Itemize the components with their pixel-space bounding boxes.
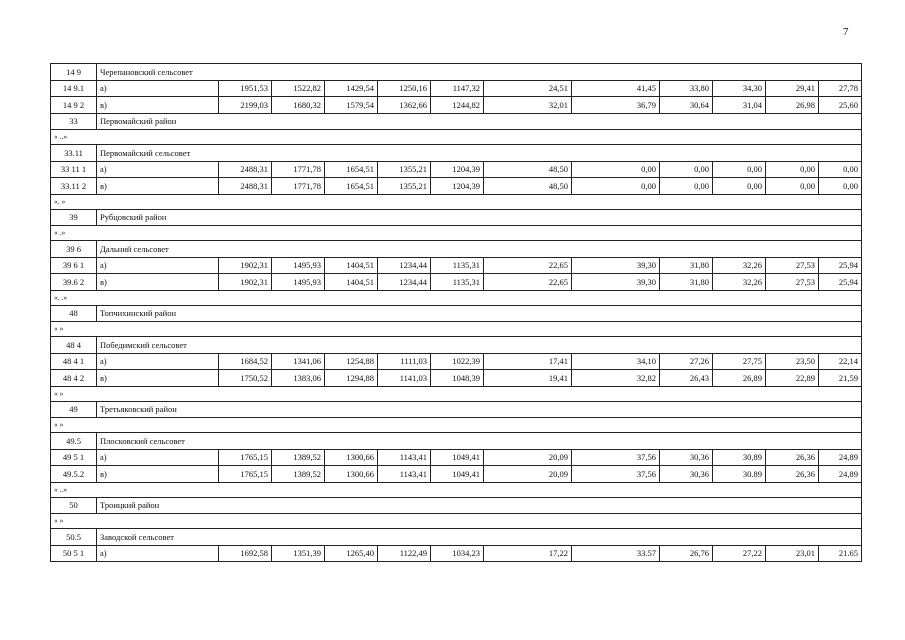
table-row xyxy=(51,178,862,195)
value-cell: 1204,39 xyxy=(431,161,484,178)
value-cell: 31,80 xyxy=(660,274,713,291)
row-subtype: а) xyxy=(97,353,219,370)
continuation-row xyxy=(51,482,862,497)
value-cell: 33,80 xyxy=(660,80,713,97)
row-code: 48 4 xyxy=(51,337,97,354)
continuation-row xyxy=(51,226,862,241)
row-subtype: а) xyxy=(97,449,219,466)
table-row xyxy=(51,370,862,387)
value-cell: 0,00 xyxy=(713,178,766,195)
value-cell: 26,36 xyxy=(766,449,819,466)
value-cell: 22,65 xyxy=(484,274,572,291)
row-code: 50 xyxy=(51,497,97,514)
value-cell: 1355,21 xyxy=(378,178,431,195)
section-name: Рубцовский район xyxy=(97,209,862,226)
section-name: Черепановский сельсовет xyxy=(97,64,862,81)
value-cell: 1389,52 xyxy=(272,449,325,466)
value-cell: 19,41 xyxy=(484,370,572,387)
value-cell: 17,22 xyxy=(484,545,572,562)
value-cell: 1300,66 xyxy=(325,466,378,483)
value-cell: 1404,51 xyxy=(325,257,378,274)
value-cell: 22,89 xyxy=(766,370,819,387)
row-code: 39 6 1 xyxy=(51,257,97,274)
row-subtype: в) xyxy=(97,97,219,114)
row-code: 39 xyxy=(51,209,97,226)
row-code: 49 xyxy=(51,401,97,418)
value-cell: 1122,49 xyxy=(378,545,431,562)
value-cell: 1522,82 xyxy=(272,80,325,97)
value-cell: 31,04 xyxy=(713,97,766,114)
section-name: Заводской сельсовет xyxy=(97,529,862,546)
section-name: Первомайский район xyxy=(97,113,862,130)
value-cell: 0,00 xyxy=(660,178,713,195)
value-cell: 32,01 xyxy=(484,97,572,114)
row-code: 48 4 2 xyxy=(51,370,97,387)
value-cell: 30,64 xyxy=(660,97,713,114)
row-subtype: а) xyxy=(97,545,219,562)
value-cell: 37,56 xyxy=(572,449,660,466)
value-cell: 0,00 xyxy=(572,178,660,195)
continuation-row xyxy=(51,290,862,305)
row-code: 14 9.1 xyxy=(51,80,97,97)
value-cell: 0,00 xyxy=(766,161,819,178)
value-cell: 1750,52 xyxy=(219,370,272,387)
value-cell: 26,76 xyxy=(660,545,713,562)
table-row xyxy=(51,545,862,562)
continuation-mark: « » xyxy=(51,322,862,337)
value-cell: 1022,39 xyxy=(431,353,484,370)
value-cell: 26,98 xyxy=(766,97,819,114)
value-cell: 1294,88 xyxy=(325,370,378,387)
value-cell: 1579,54 xyxy=(325,97,378,114)
row-code: 33.11 2 xyxy=(51,178,97,195)
value-cell: 1351,39 xyxy=(272,545,325,562)
value-cell: 1300,66 xyxy=(325,449,378,466)
value-cell: 23,50 xyxy=(766,353,819,370)
value-cell: 1495,93 xyxy=(272,257,325,274)
value-cell: 27,53 xyxy=(766,274,819,291)
value-cell: 39,30 xyxy=(572,257,660,274)
value-cell: 1147,32 xyxy=(431,80,484,97)
value-cell: 17,41 xyxy=(484,353,572,370)
table-row xyxy=(51,97,862,114)
value-cell: 1143,41 xyxy=(378,449,431,466)
value-cell: 22,14 xyxy=(819,353,862,370)
value-cell: 23,01 xyxy=(766,545,819,562)
value-cell: 1135,31 xyxy=(431,257,484,274)
value-cell: 1204,39 xyxy=(431,178,484,195)
value-cell: 1135,31 xyxy=(431,274,484,291)
value-cell: 30,36 xyxy=(660,466,713,483)
value-cell: 0,00 xyxy=(572,161,660,178)
value-cell: 30,36 xyxy=(660,449,713,466)
value-cell: 22,65 xyxy=(484,257,572,274)
value-cell: 1265,40 xyxy=(325,545,378,562)
continuation-row xyxy=(51,130,862,145)
value-cell: 1034,23 xyxy=(431,545,484,562)
value-cell: 32,26 xyxy=(713,257,766,274)
row-code: 39.6 2 xyxy=(51,274,97,291)
row-code: 39 6 xyxy=(51,241,97,258)
row-subtype: а) xyxy=(97,80,219,97)
continuation-row xyxy=(51,418,862,433)
section-header-row xyxy=(51,241,862,258)
section-name: Плосковский сельсовет xyxy=(97,433,862,450)
section-name: Победимский сельсовет xyxy=(97,337,862,354)
value-cell: 1951,53 xyxy=(219,80,272,97)
value-cell: 1902,31 xyxy=(219,274,272,291)
value-cell: 0,00 xyxy=(819,161,862,178)
value-cell: 27,22 xyxy=(713,545,766,562)
value-cell: 1680,32 xyxy=(272,97,325,114)
value-cell: 1143,41 xyxy=(378,466,431,483)
section-header-row xyxy=(51,433,862,450)
continuation-mark: « ..» xyxy=(51,482,862,497)
value-cell: 1771,78 xyxy=(272,178,325,195)
value-cell: 26,89 xyxy=(713,370,766,387)
value-cell: 26,36 xyxy=(766,466,819,483)
value-cell: 1355,21 xyxy=(378,161,431,178)
section-header-row xyxy=(51,113,862,130)
value-cell: 20,09 xyxy=(484,466,572,483)
row-code: 49.5 xyxy=(51,433,97,450)
row-subtype: в) xyxy=(97,466,219,483)
value-cell: 29,41 xyxy=(766,80,819,97)
row-code: 33 11 1 xyxy=(51,161,97,178)
value-cell: 39,30 xyxy=(572,274,660,291)
value-cell: 1250,16 xyxy=(378,80,431,97)
value-cell: 48,50 xyxy=(484,178,572,195)
value-cell: 30,89 xyxy=(713,449,766,466)
value-cell: 24,89 xyxy=(819,466,862,483)
row-subtype: а) xyxy=(97,257,219,274)
continuation-mark: « » xyxy=(51,514,862,529)
value-cell: 1902,31 xyxy=(219,257,272,274)
row-subtype: в) xyxy=(97,274,219,291)
continuation-mark: « » xyxy=(51,386,862,401)
value-cell: 1771,78 xyxy=(272,161,325,178)
value-cell: 27,75 xyxy=(713,353,766,370)
value-cell: 37,56 xyxy=(572,466,660,483)
row-code: 33.11 xyxy=(51,145,97,162)
value-cell: 2488,31 xyxy=(219,178,272,195)
table-row xyxy=(51,161,862,178)
value-cell: 41,45 xyxy=(572,80,660,97)
value-cell: 0,00 xyxy=(660,161,713,178)
value-cell: 0,00 xyxy=(819,178,862,195)
value-cell: 21,59 xyxy=(819,370,862,387)
value-cell: 1765,15 xyxy=(219,449,272,466)
value-cell: 1341,06 xyxy=(272,353,325,370)
table-row xyxy=(51,353,862,370)
continuation-row xyxy=(51,386,862,401)
table-body xyxy=(51,64,862,562)
row-code: 14 9 2 xyxy=(51,97,97,114)
value-cell: 27,53 xyxy=(766,257,819,274)
value-cell: 1383,06 xyxy=(272,370,325,387)
value-cell: 1389,52 xyxy=(272,466,325,483)
section-name: Троицкий район xyxy=(97,497,862,514)
continuation-row xyxy=(51,194,862,209)
value-cell: 25,60 xyxy=(819,97,862,114)
row-subtype: в) xyxy=(97,178,219,195)
value-cell: 34,30 xyxy=(713,80,766,97)
value-cell: 32,82 xyxy=(572,370,660,387)
value-cell: 0,00 xyxy=(713,161,766,178)
value-cell: 1684,52 xyxy=(219,353,272,370)
value-cell: 31,80 xyxy=(660,257,713,274)
section-header-row xyxy=(51,64,862,81)
section-header-row xyxy=(51,337,862,354)
value-cell: 33.57 xyxy=(572,545,660,562)
continuation-mark: « .» xyxy=(51,226,862,241)
tariff-table xyxy=(50,63,862,562)
value-cell: 34,10 xyxy=(572,353,660,370)
value-cell: 1244,82 xyxy=(431,97,484,114)
value-cell: 25,94 xyxy=(819,274,862,291)
value-cell: 2488,31 xyxy=(219,161,272,178)
value-cell: 1048,39 xyxy=(431,370,484,387)
table-row xyxy=(51,257,862,274)
value-cell: 20,09 xyxy=(484,449,572,466)
value-cell: 26,43 xyxy=(660,370,713,387)
row-subtype: а) xyxy=(97,161,219,178)
value-cell: 1049,41 xyxy=(431,466,484,483)
value-cell: 1049,41 xyxy=(431,449,484,466)
value-cell: 2199,03 xyxy=(219,97,272,114)
value-cell: 24,89 xyxy=(819,449,862,466)
continuation-mark: « » xyxy=(51,418,862,433)
value-cell: 1362,66 xyxy=(378,97,431,114)
table-row xyxy=(51,449,862,466)
value-cell: 1429,54 xyxy=(325,80,378,97)
table-row xyxy=(51,274,862,291)
value-cell: 1765,15 xyxy=(219,466,272,483)
section-name: Топчихинский район xyxy=(97,305,862,322)
value-cell: 1654,51 xyxy=(325,161,378,178)
value-cell: 27,26 xyxy=(660,353,713,370)
value-cell: 48,50 xyxy=(484,161,572,178)
value-cell: 1495,93 xyxy=(272,274,325,291)
continuation-row xyxy=(51,322,862,337)
value-cell: 0,00 xyxy=(766,178,819,195)
value-cell: 1692,58 xyxy=(219,545,272,562)
page-number: 7 xyxy=(843,26,849,38)
section-header-row xyxy=(51,209,862,226)
row-code: 49 5 1 xyxy=(51,449,97,466)
section-name: Третьяковский район xyxy=(97,401,862,418)
value-cell: 1404,51 xyxy=(325,274,378,291)
value-cell: 21.65 xyxy=(819,545,862,562)
value-cell: 24,51 xyxy=(484,80,572,97)
continuation-row xyxy=(51,514,862,529)
value-cell: 1234,44 xyxy=(378,274,431,291)
value-cell: 1654,51 xyxy=(325,178,378,195)
table-row xyxy=(51,466,862,483)
value-cell: 27,78 xyxy=(819,80,862,97)
row-code: 48 xyxy=(51,305,97,322)
row-code: 50 5 1 xyxy=(51,545,97,562)
row-code: 33 xyxy=(51,113,97,130)
value-cell: 25,94 xyxy=(819,257,862,274)
continuation-mark: «. .» xyxy=(51,290,862,305)
row-code: 49.5.2 xyxy=(51,466,97,483)
table-row xyxy=(51,80,862,97)
section-header-row xyxy=(51,401,862,418)
section-name: Первомайский сельсовет xyxy=(97,145,862,162)
value-cell: 1141,03 xyxy=(378,370,431,387)
section-header-row xyxy=(51,529,862,546)
row-code: 14 9 xyxy=(51,64,97,81)
section-header-row xyxy=(51,497,862,514)
row-subtype: в) xyxy=(97,370,219,387)
continuation-mark: «. » xyxy=(51,194,862,209)
continuation-mark: « ..» xyxy=(51,130,862,145)
row-code: 50.5 xyxy=(51,529,97,546)
value-cell: 1254,88 xyxy=(325,353,378,370)
value-cell: 36,79 xyxy=(572,97,660,114)
section-name: Дальний сельсовет xyxy=(97,241,862,258)
value-cell: 30.89 xyxy=(713,466,766,483)
section-header-row xyxy=(51,305,862,322)
value-cell: 32,26 xyxy=(713,274,766,291)
value-cell: 1111,03 xyxy=(378,353,431,370)
value-cell: 1234,44 xyxy=(378,257,431,274)
section-header-row xyxy=(51,145,862,162)
row-code: 48 4 1 xyxy=(51,353,97,370)
